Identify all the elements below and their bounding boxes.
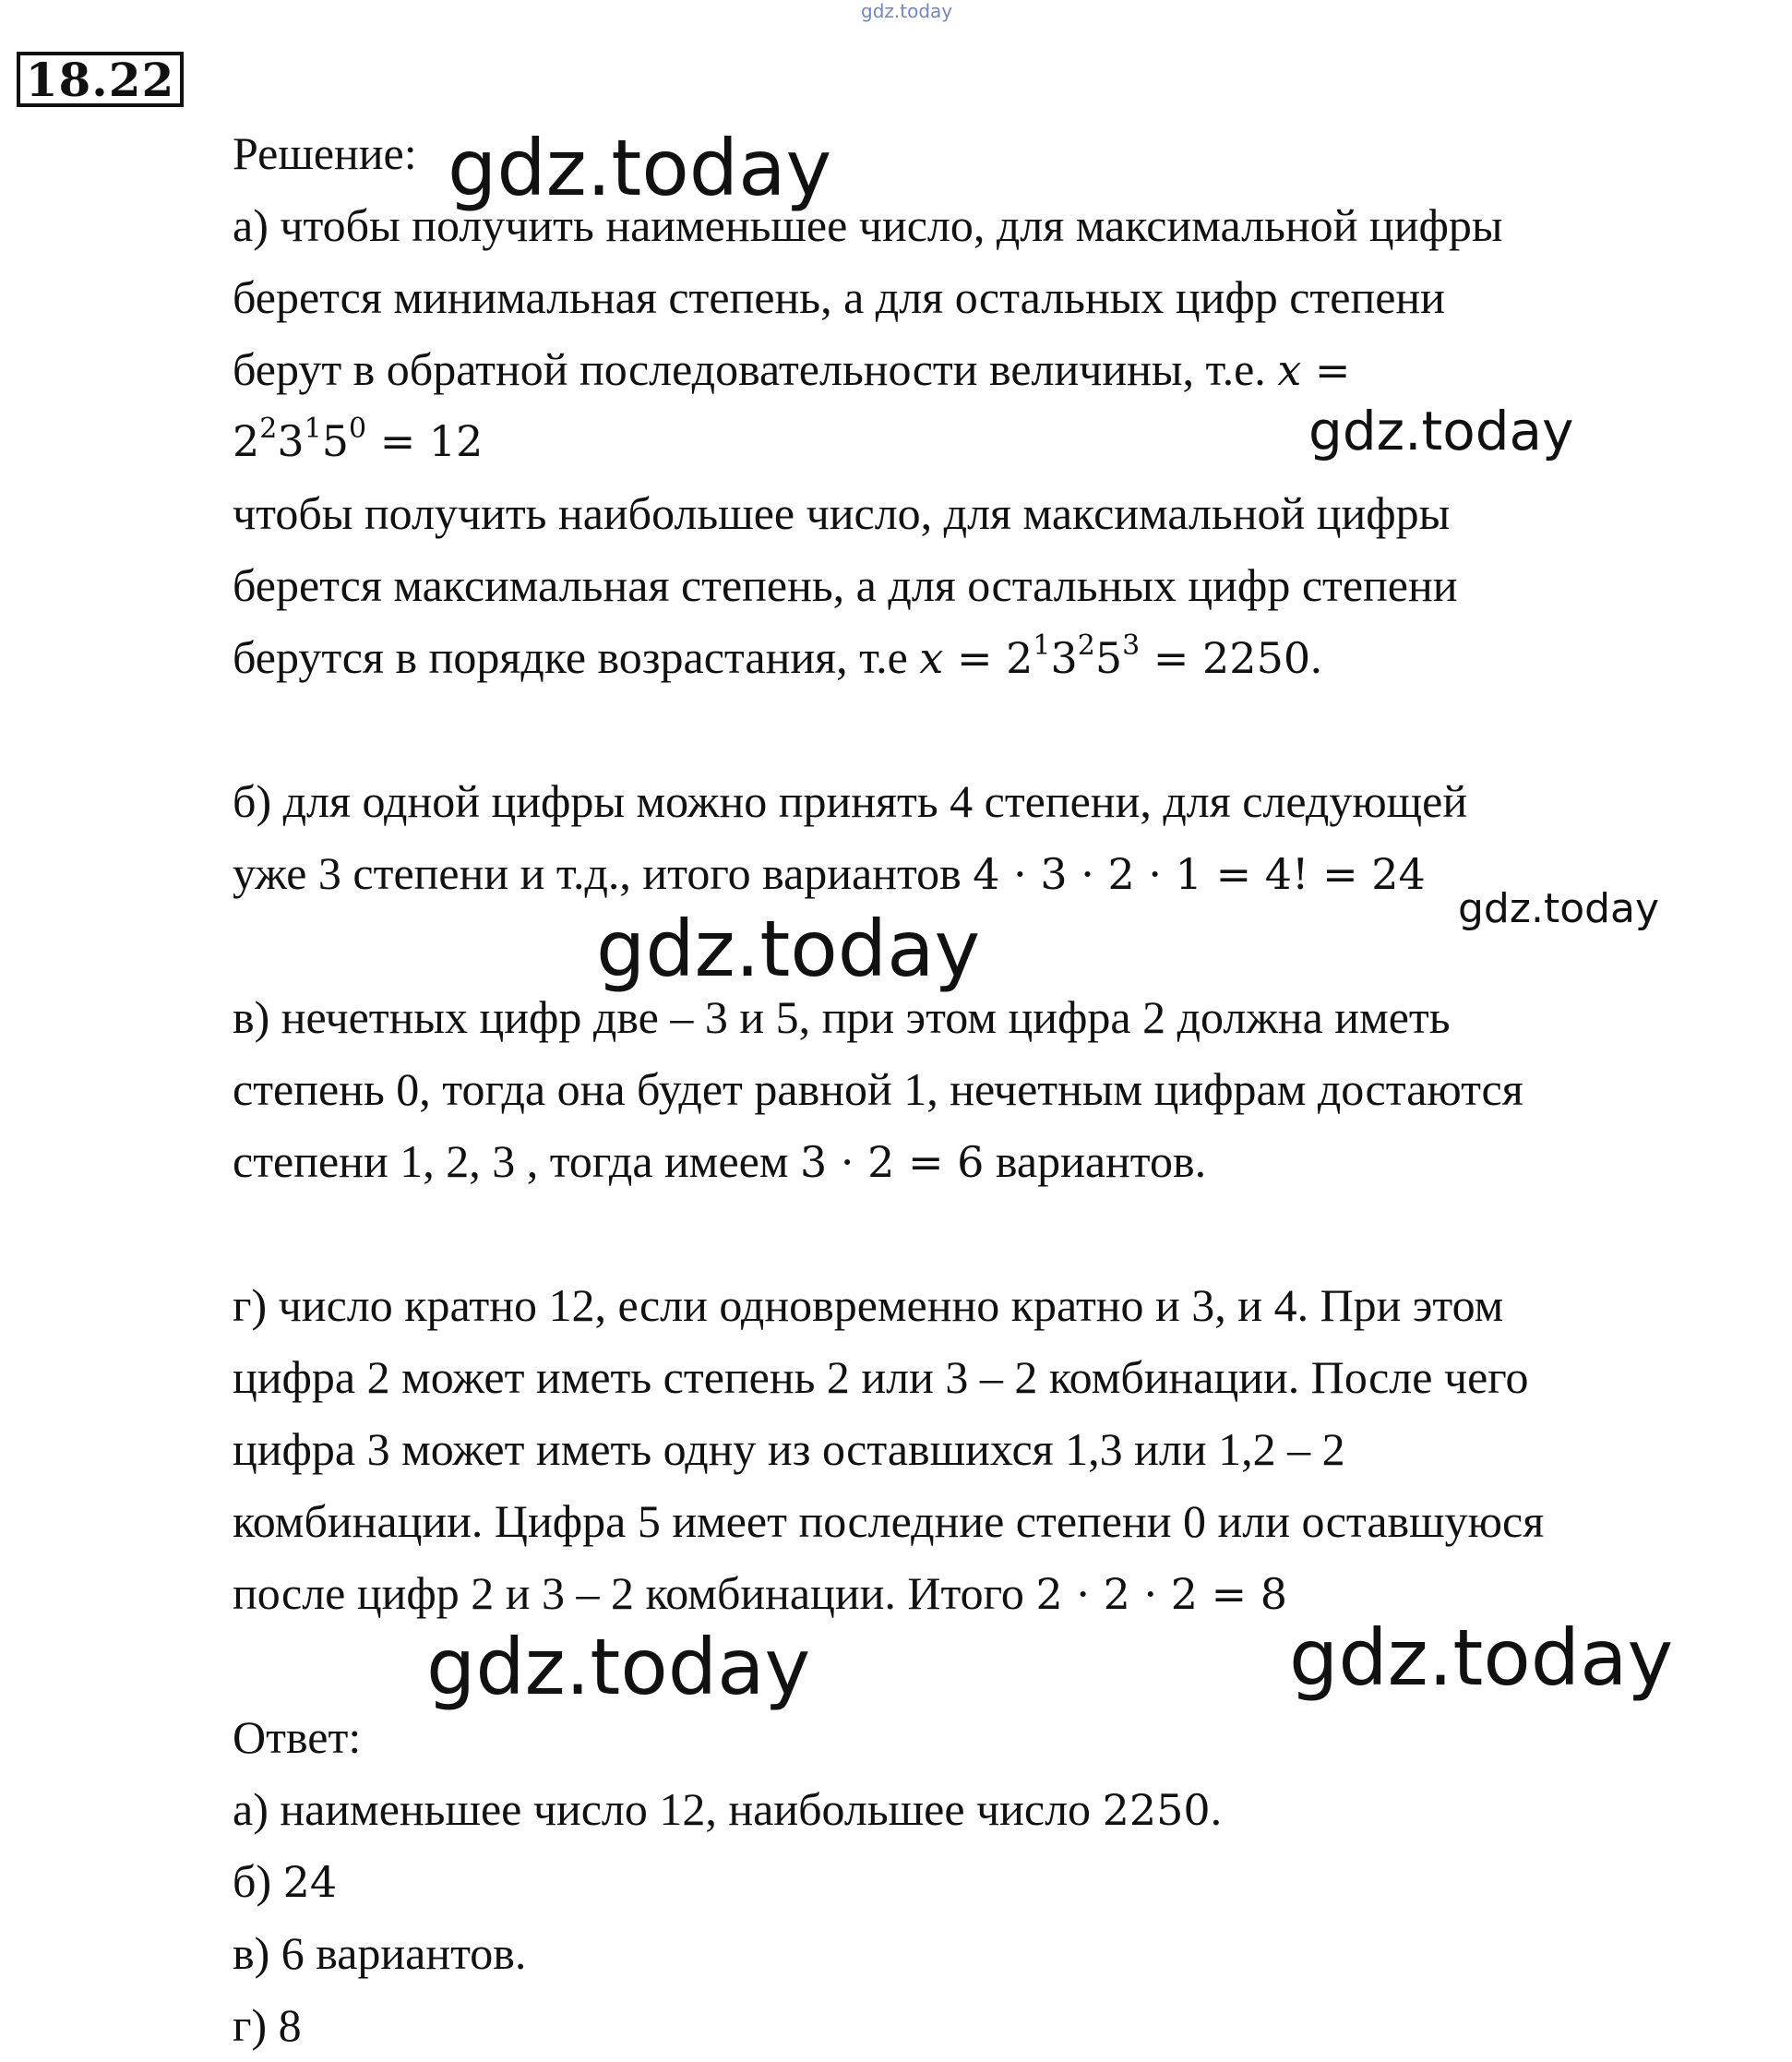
part-g-line-1: г) число кратно 12, если одновременно кратно и 3, и 4. При этом xyxy=(233,1279,1504,1331)
watermark: gdz.today xyxy=(1458,885,1660,932)
spacer xyxy=(233,1197,1783,1269)
part-g-line-5: после цифр 2 и 3 – 2 комбинации. Итого 2 · 2 · 2 = 8 xyxy=(233,1567,1288,1619)
part-a-formula-min: $2^23^15^0 = 12$ xyxy=(233,412,484,466)
part-a-line-3 xyxy=(233,333,1783,405)
watermark: gdz.today xyxy=(596,904,981,994)
answer-a: а) наименьшее число 12, наибольшее число 2250. xyxy=(233,1783,1223,1835)
spacer xyxy=(233,693,1783,765)
part-a-line-2: берется минимальная степень, а для остальных цифр степени xyxy=(233,271,1445,323)
part-a-line-1: а) чтобы получить наименьшее число, для максимальной цифры xyxy=(233,199,1503,251)
part-a-line-3-text: берут в обратной последовательности величины, т.е. xyxy=(233,343,1278,395)
part-g-line-3: цифра 3 может иметь одну из оставшихся 1,3 или 1,2 – 2 xyxy=(233,1423,1345,1475)
part-b-line-1: б) для одной цифры можно принять 4 степени, для следующей xyxy=(233,775,1468,827)
var-x: x = xyxy=(1277,345,1351,395)
watermark: gdz.today xyxy=(448,123,832,213)
answer-b: б) 24 xyxy=(233,1855,338,1907)
problem-number: 18.22 xyxy=(17,52,184,107)
part-v-line-2: степень 0, тогда она будет равной 1, нечетным цифрам достаются xyxy=(233,1063,1523,1115)
answer-heading: Ответ: xyxy=(233,1711,362,1763)
solution-heading: Решение: xyxy=(233,127,417,179)
part-v-line-1: в) нечетных цифр две – 3 и 5, при этом цифра 2 должна иметь xyxy=(233,991,1451,1043)
part-g-line-2: цифра 2 может иметь степень 2 или 3 – 2 комбинации. После чего xyxy=(233,1351,1529,1403)
answer-g: г) 8 xyxy=(233,1999,302,2051)
watermark: gdz.today xyxy=(426,1622,811,1712)
part-v-line-3: степени 1, 2, 3 , тогда имеем 3 · 2 = 6 вариантов. xyxy=(233,1135,1207,1187)
watermark: gdz.today xyxy=(1289,1612,1674,1703)
part-a-line-7: берутся в порядке возрастания, т.е $x = 2^13^25^3 = 2250$. xyxy=(233,629,1322,683)
part-a-formula-max: $x = 2^13^25^3 = 2250$ xyxy=(919,629,1311,683)
part-a-line-5: чтобы получить наибольшее число, для максимальной цифры xyxy=(233,487,1451,539)
part-b-line-2: уже 3 степени и т.д., итого вариантов 4 · 3 · 2 · 1 = 4! = 24 xyxy=(233,847,1426,899)
site-mark: gdz.today xyxy=(861,0,953,22)
part-a-line-6: берется максимальная степень, а для остальных цифр степени xyxy=(233,559,1458,611)
part-g-line-4: комбинации. Цифра 5 имеет последние степени 0 или оставшуюся xyxy=(233,1495,1545,1547)
watermark: gdz.today xyxy=(1308,400,1574,462)
answer-v: в) 6 вариантов. xyxy=(233,1927,527,1979)
